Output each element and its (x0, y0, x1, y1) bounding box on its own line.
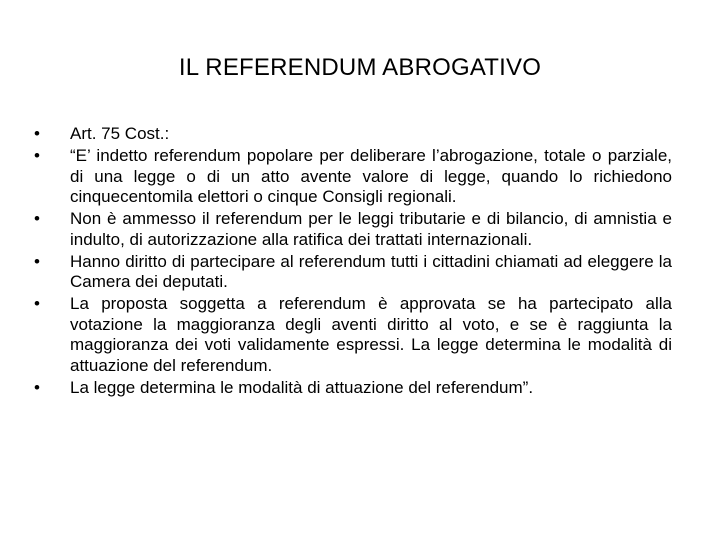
bullet-list (30, 124, 672, 400)
bullet-text: Hanno diritto di partecipare al referendum tutti i cittadini chiamati ad eleggere la Camera dei deputati. (70, 251, 672, 291)
bullet-text: “E’ indetto referendum popolare per deliberare l’abrogazione, totale o parziale, di una legge o di un atto avente valore di legge, quando lo richiedono cinquecentomila elettori o cinque Consigli regionali. (70, 146, 672, 206)
bullet-text: La legge determina le modalità di attuazione del referendum”. (70, 377, 534, 397)
bullet-item (30, 146, 672, 208)
bullet-icon: • (34, 251, 40, 271)
bullet-icon: • (34, 209, 40, 228)
bullet-item (30, 294, 672, 376)
slide-title: IL REFERENDUM ABROGATIVO (178, 54, 542, 81)
bullet-text: Art. 75 Cost.: (70, 124, 170, 143)
bullet-item (30, 378, 672, 399)
bullet-item (30, 124, 672, 145)
bullet-text: Non è ammesso il referendum per le leggi tributarie e di bilancio, di amnistia e indulto, di autorizzazione alla ratifica dei trattati internazionali. (70, 209, 672, 249)
bullet-icon: • (34, 377, 40, 397)
bullet-icon: • (34, 146, 40, 165)
bullet-icon: • (34, 294, 40, 313)
bullet-icon: • (34, 124, 40, 143)
bullet-item (30, 209, 672, 250)
bullet-item (30, 252, 672, 293)
bullet-text: La proposta soggetta a referendum è approvata se ha partecipato alla votazione la maggioranza degli aventi diritto al voto, e se è raggiunta la maggioranza dei voti validamente espressi. La legge determina le modalità di attuazione del referendum. (70, 294, 672, 375)
